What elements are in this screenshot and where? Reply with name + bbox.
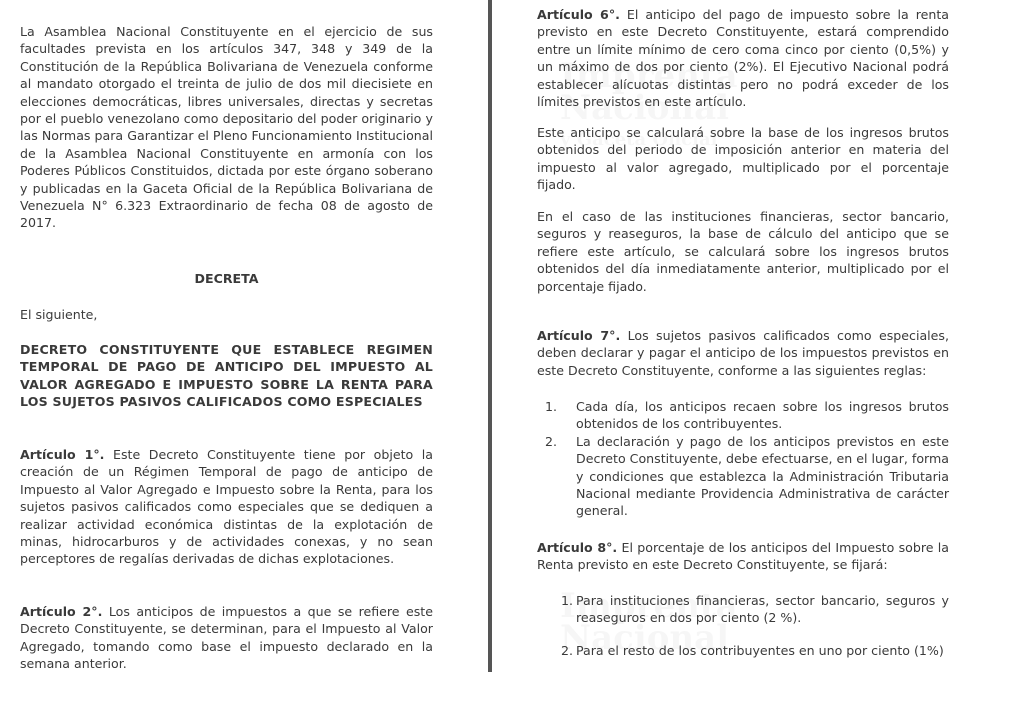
article-1-label: Artículo 1°. — [20, 447, 105, 462]
list-item — [537, 433, 949, 520]
list-item-text: Para el resto de los contribuyentes en uno por ciento (1%) — [576, 642, 944, 658]
article-6-paragraph-2: Este anticipo se calculará sobre la base de los ingresos brutos obtenidos del periodo de imposición anterior en materia del impuesto al valor agregado, multiplicado por el porcentaje fijado. — [537, 125, 949, 193]
list-item-number: 2. — [545, 433, 558, 449]
article-1 — [20, 446, 433, 568]
list-item-text: La declaración y pago de los anticipos previstos en este Decreto Constituyente, debe efectuarse, en el lugar, forma y condiciones que establezca la Administración Tributaria Nacional mediante Providencia Administrativa de carácter general. — [576, 433, 949, 519]
article-8-label: Artículo 8°. — [537, 540, 618, 555]
preamble-paragraph: La Asamblea Nacional Constituyente en el ejercicio de sus facultades prevista en los artículos 347, 348 y 349 de la Constitución de la República Bolivariana de Venezuela conforme al mandato otorgado el treinta de julio de dos mil diecisiete en elecciones democráticas, libres universales, directas y secretas por el pueblo venezolano como depositario del poder originario y las Normas para Garantizar el Pleno Funcionamiento Institucional de la Asamblea Nacional Constituyente en armonía con los Poderes Públicos Constituidos, dictada por este órgano soberano y publicadas en la Gaceta Oficial de la República Bolivariana de Venezuela N° 6.323 Extraordinario de fecha 08 de agosto de 2017. — [20, 24, 433, 231]
intro-siguiente: El siguiente, — [20, 307, 98, 322]
list-item-number: 2. — [561, 642, 574, 658]
decree-title: DECRETO CONSTITUYENTE QUE ESTABLECE REGIMEN TEMPORAL DE PAGO DE ANTICIPO DEL IMPUESTO AL VALOR AGREGADO E IMPUESTO SOBRE LA RENTA PARA LOS SUJETOS PASIVOS CALIFICADOS COMO ESPECIALES — [20, 342, 433, 410]
column-divider — [488, 0, 492, 672]
article-2-label: Artículo 2°. — [20, 604, 103, 619]
list-item — [537, 398, 949, 433]
list-item-number: 1. — [545, 399, 558, 414]
list-item-number: 1. — [561, 593, 574, 608]
article-7-list — [537, 398, 949, 520]
article-8-text: El porcentaje de los anticipos del Impuesto sobre la Renta previsto en este Decreto Constituyente, se fijará: — [537, 540, 949, 573]
article-6 — [537, 6, 949, 110]
list-item — [537, 642, 949, 659]
article-6-text: El anticipo del pago de impuesto sobre la renta previsto en este Decreto Constituyente, estará comprendido entre un límite mínimo de cero coma cinco por ciento (0,5%) y un máximo de dos por ciento (2%). El Ejecutivo Nacional podrá establecer alícuotas distintas pero no podrá exceder de los límites previstos en este artículo. — [537, 7, 949, 110]
list-item — [537, 592, 949, 627]
decreta-heading: DECRETA — [194, 271, 259, 286]
article-6-paragraph-3: En el caso de las instituciones financieras, sector bancario, seguros y reaseguros, la base de cálculo del anticipo que se refiere este artículo, se calculará sobre los ingresos brutos obtenidos del día inmediatamente anterior, multiplicado por el porcentaje fijado. — [537, 209, 949, 294]
article-1-text: Este Decreto Constituyente tiene por objeto la creación de un Régimen Temporal de pago de anticipo de Impuesto al Valor Agregado e Impuesto sobre la Renta, para los sujetos pasivos calificados como especiales que se dediquen a realizar actividad económica distintas de la explotación de minas, hidrocarburos y de actividades conexas, y no sean perceptores de regalías derivadas de dichas explotaciones. — [20, 447, 433, 567]
list-item-text: Para instituciones financieras, sector bancario, seguros y reaseguros en dos por ciento (2 %). — [576, 593, 949, 626]
article-8 — [537, 539, 949, 574]
article-7-label: Artículo 7°. — [537, 328, 621, 343]
article-7 — [537, 327, 949, 379]
article-2 — [20, 603, 433, 673]
article-6-label: Artículo 6°. — [537, 7, 620, 22]
list-item-text: Cada día, los anticipos recaen sobre los ingresos brutos obtenidos de los contribuyentes. — [576, 399, 949, 432]
article-7-text: Los sujetos pasivos calificados como especiales, deben declarar y pagar el anticipo de los impuestos previstos en este Decreto Constituyente, conforme a las siguientes reglas: — [537, 328, 949, 378]
article-2-text: Los anticipos de impuestos a que se refiere este Decreto Constituyente, se determinan, para el Impuesto al Valor Agregado, tomando como base el impuesto declarado en la semana anterior. — [20, 604, 433, 672]
article-8-list — [537, 592, 949, 659]
